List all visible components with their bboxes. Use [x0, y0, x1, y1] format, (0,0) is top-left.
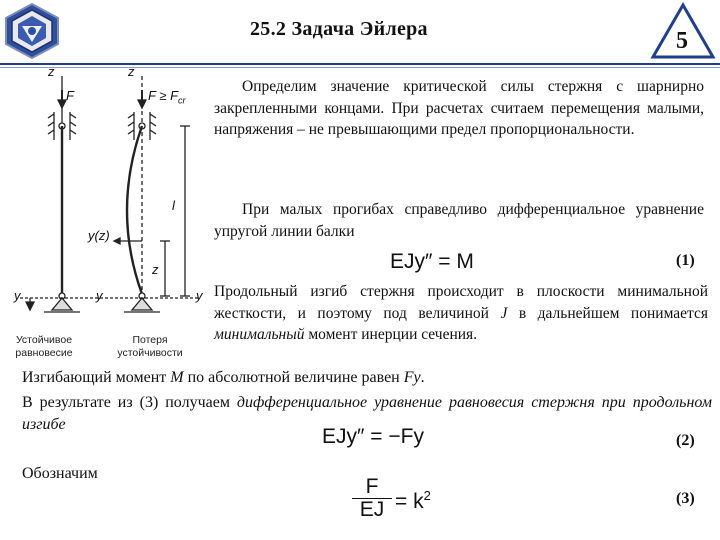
caption-stable-line1: Устойчивое: [15, 334, 73, 346]
euler-column-figure: [0, 66, 215, 366]
slide-number: 5: [676, 28, 688, 54]
p4-part-a: Изгибающий момент: [22, 369, 171, 386]
length-label: l: [172, 198, 175, 213]
caption-loss-line1: Потеря: [132, 334, 168, 346]
equation-1-number: (1): [676, 252, 695, 269]
header-rule: [0, 63, 720, 65]
force-right-sub: cr: [178, 95, 186, 106]
force-right-text: F ≥ F: [148, 88, 179, 103]
p3-part-c: момент инерции сечения.: [304, 326, 478, 343]
page-title: 25.2 Задача Эйлера: [250, 18, 428, 40]
deflection-label: y(z): [88, 228, 110, 243]
force-left-label: F: [66, 88, 74, 103]
equation-3-numerator: F: [365, 475, 379, 498]
right-z-axis-label: z: [128, 64, 135, 79]
equation-3-rhs: [395, 488, 431, 514]
p4-part-c: .: [420, 369, 425, 386]
paragraph-buckling-plane: [214, 281, 708, 346]
equation-3-number: (3): [676, 490, 695, 507]
p3-J: J: [500, 304, 508, 322]
p3-minimal: минимальный: [214, 326, 305, 343]
paragraph-small-deflection: При малых прогибах справедливо дифференциальное уравнение упругой линии балки: [214, 201, 704, 240]
paragraph-notation: Обозначим: [22, 465, 98, 482]
caption-stable-line2: равновесие: [15, 347, 73, 359]
caption-stable: [4, 334, 84, 360]
p3-part-b: в дальнейшем понимается: [507, 304, 709, 322]
p5-italic: дифференциальное уравнение равновесия стержня при продольном изгибе: [22, 394, 712, 433]
z-distance-label: z: [152, 262, 159, 277]
equation-3-denominator: EJ: [352, 498, 392, 521]
equation-2-number: (2): [676, 432, 695, 449]
p5-part-a: В результате из (3) получаем: [22, 394, 237, 411]
equation-1: EJy″ = M: [390, 250, 474, 273]
p3-part-a: Продольный изгиб стержня происходит в плоскости минимальной жесткости, и поэтому под величиной: [214, 283, 708, 322]
left-z-axis-label: z: [48, 64, 55, 79]
equation-2: EJy″ = −Fy: [322, 425, 424, 448]
y-axis-right: y: [196, 288, 203, 303]
y-axis-left-a: y: [14, 288, 21, 303]
paragraph-bending-moment: [22, 367, 712, 389]
p4-Fy: Fy: [403, 369, 421, 386]
equation-3-rhs-text: = k: [395, 490, 424, 513]
equation-3-exponent: 2: [423, 488, 431, 503]
p4-part-b: по абсолютной величине равен: [183, 369, 404, 386]
university-logo: [2, 2, 62, 60]
paragraph-intro: Определим значение критической силы стержня с шарнирно закрепленными концами. При расчетах считаем перемещения малыми, напряжения – не превышающими предел пропорциональности.: [214, 78, 704, 138]
force-right-label: [148, 88, 186, 106]
y-axis-left-b: y: [96, 288, 103, 303]
equation-3-fraction: [352, 476, 392, 521]
caption-loss-line2: устойчивости: [117, 347, 183, 359]
p4-M: M: [170, 369, 184, 386]
caption-loss: [104, 334, 196, 360]
